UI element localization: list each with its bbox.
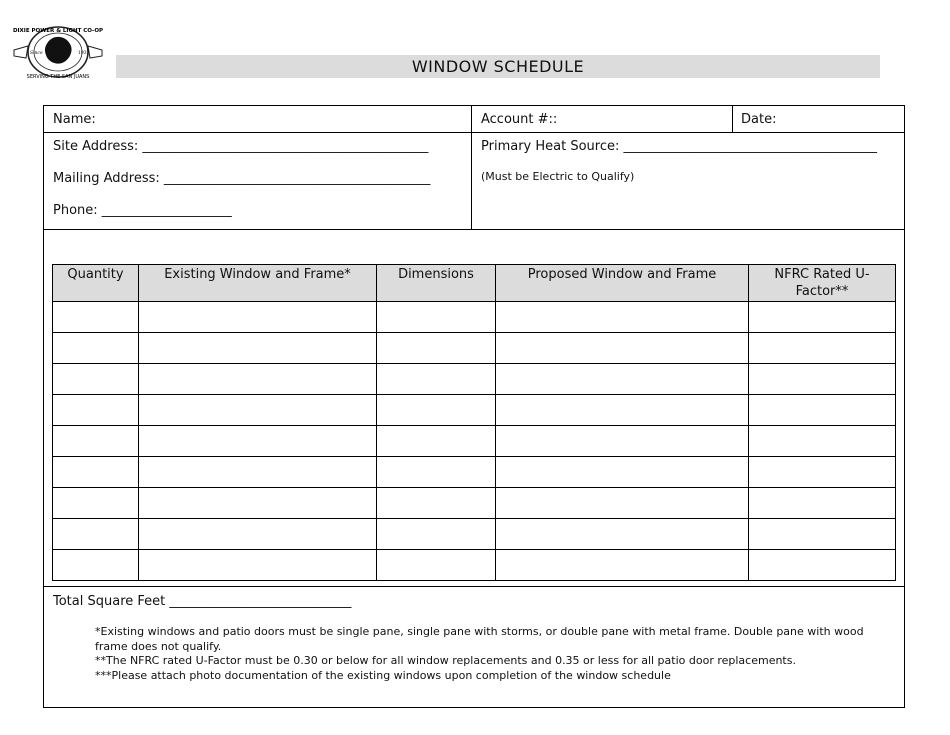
table-cell-input[interactable]	[749, 333, 896, 364]
divider-address-section	[43, 229, 905, 230]
table-cell-input[interactable]	[377, 550, 496, 581]
table-cell-input[interactable]	[377, 488, 496, 519]
table-cell-input[interactable]	[53, 302, 139, 333]
table-cell-input[interactable]	[749, 302, 896, 333]
table-cell-input[interactable]	[377, 333, 496, 364]
logo-top-text: DIXIE POWER & LIGHT CO-OP	[12, 28, 104, 34]
divider-table-section	[43, 586, 905, 587]
table-cell-input[interactable]	[496, 302, 749, 333]
column-header-nfrc-u-factor: NFRC Rated U-Factor**	[749, 265, 896, 302]
page-title: WINDOW SCHEDULE	[116, 55, 880, 78]
divider-vertical-left	[471, 105, 472, 229]
table-row	[53, 364, 896, 395]
table-cell-input[interactable]	[377, 302, 496, 333]
table-row	[53, 550, 896, 581]
footnote-photo-documentation: ***Please attach photo documentation of the existing windows upon completion of the window schedule	[95, 668, 671, 682]
column-header-existing-window: Existing Window and Frame*	[139, 265, 377, 302]
table-row	[53, 488, 896, 519]
table-cell-input[interactable]	[749, 426, 896, 457]
account-number-field[interactable]: Account #::	[481, 112, 558, 127]
heat-source-note: (Must be Electric to Qualify)	[481, 170, 635, 183]
footnotes	[95, 625, 885, 683]
table-cell-input[interactable]	[377, 426, 496, 457]
table-cell-input[interactable]	[749, 550, 896, 581]
logo-bottom-text: SERVING THE SAN JUANS	[26, 74, 90, 80]
footnote-nfrc-rating: **The NFRC rated U-Factor must be 0.30 or below for all window replacements and 0.35 or less for all patio door replacements.	[95, 654, 796, 667]
company-logo	[12, 20, 104, 84]
footnote-existing-windows: *Existing windows and patio doors must be single pane, single pane with storms, or double pane with metal frame. Double pane with wood frame does not qualify.	[95, 625, 864, 653]
table-row	[53, 302, 896, 333]
total-square-feet-field[interactable]: Total Square Feet ____________________________	[53, 594, 352, 609]
table-row	[53, 395, 896, 426]
table-cell-input[interactable]	[53, 426, 139, 457]
table-cell-input[interactable]	[139, 426, 377, 457]
table-cell-input[interactable]	[496, 426, 749, 457]
table-cell-input[interactable]	[53, 364, 139, 395]
column-header-proposed-window: Proposed Window and Frame	[496, 265, 749, 302]
table-row	[53, 426, 896, 457]
table-header-row	[53, 265, 896, 302]
table-row	[53, 333, 896, 364]
table-cell-input[interactable]	[139, 364, 377, 395]
table-cell-input[interactable]	[377, 364, 496, 395]
table-cell-input[interactable]	[749, 364, 896, 395]
table-row	[53, 519, 896, 550]
mailing-address-field[interactable]: Mailing Address: _________________________________________	[53, 171, 431, 186]
table-cell-input[interactable]	[496, 395, 749, 426]
table-row	[53, 457, 896, 488]
name-field[interactable]: Name:	[53, 112, 96, 127]
table-cell-input[interactable]	[139, 488, 377, 519]
table-cell-input[interactable]	[377, 395, 496, 426]
phone-field[interactable]: Phone: ____________________	[53, 203, 232, 218]
table-cell-input[interactable]	[53, 519, 139, 550]
table-cell-input[interactable]	[496, 519, 749, 550]
date-field[interactable]: Date:	[741, 112, 777, 127]
table-cell-input[interactable]	[139, 550, 377, 581]
table-cell-input[interactable]	[139, 395, 377, 426]
site-address-field[interactable]: Site Address: ____________________________________________	[53, 139, 429, 154]
window-schedule-table	[52, 264, 896, 581]
column-header-quantity: Quantity	[53, 265, 139, 302]
table-cell-input[interactable]	[53, 333, 139, 364]
table-cell-input[interactable]	[53, 395, 139, 426]
table-cell-input[interactable]	[496, 488, 749, 519]
table-cell-input[interactable]	[377, 519, 496, 550]
table-cell-input[interactable]	[139, 333, 377, 364]
table-cell-input[interactable]	[749, 488, 896, 519]
table-cell-input[interactable]	[139, 302, 377, 333]
table-cell-input[interactable]	[53, 457, 139, 488]
column-header-dimensions: Dimensions	[377, 265, 496, 302]
table-cell-input[interactable]	[496, 457, 749, 488]
logo-since-text: Since	[30, 51, 43, 56]
table-cell-input[interactable]	[496, 333, 749, 364]
divider-header-row	[43, 132, 905, 133]
table-cell-input[interactable]	[749, 395, 896, 426]
divider-vertical-right	[732, 105, 733, 132]
table-cell-input[interactable]	[53, 550, 139, 581]
table-cell-input[interactable]	[749, 519, 896, 550]
table-cell-input[interactable]	[139, 519, 377, 550]
logo-year-text: 1937	[78, 51, 90, 56]
table-cell-input[interactable]	[53, 488, 139, 519]
table-cell-input[interactable]	[496, 364, 749, 395]
primary-heat-source-field[interactable]: Primary Heat Source: _______________________________________	[481, 139, 877, 154]
table-cell-input[interactable]	[377, 457, 496, 488]
table-cell-input[interactable]	[749, 457, 896, 488]
table-cell-input[interactable]	[496, 550, 749, 581]
table-cell-input[interactable]	[139, 457, 377, 488]
